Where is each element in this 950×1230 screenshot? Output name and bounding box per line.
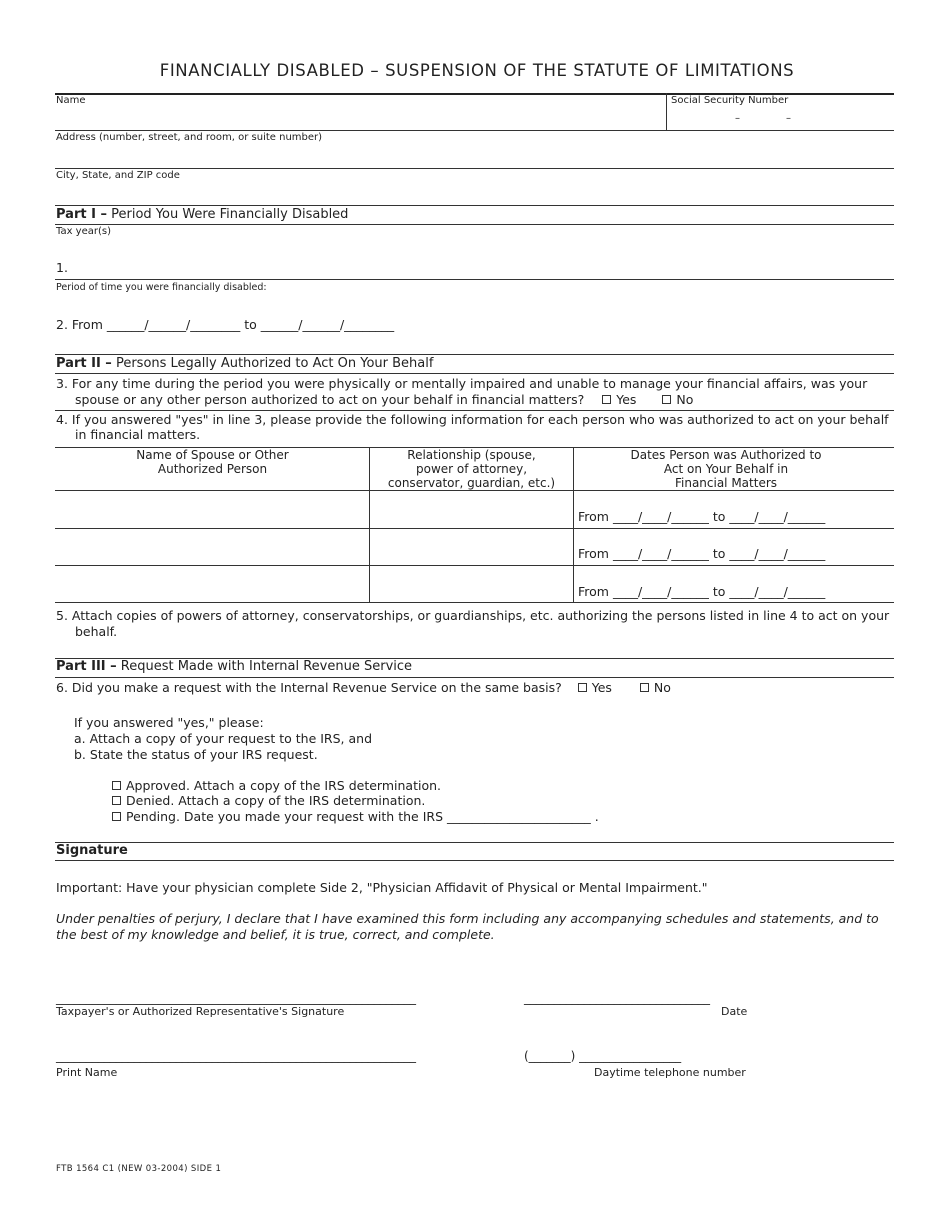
ssn-divider: [666, 93, 667, 130]
line5-text-cont: behalf.: [75, 624, 118, 639]
part3-heading: [56, 659, 412, 674]
table-header-name: [56, 448, 369, 476]
phone-label: Daytime telephone number: [594, 1066, 746, 1079]
part2-top-rule: [55, 354, 894, 355]
line6-question: [56, 680, 671, 696]
table-row-1-rule: [55, 528, 894, 529]
table-bottom-rule: [55, 602, 894, 603]
line6-yes-label: Yes: [591, 680, 612, 695]
line3-no-label: No: [676, 392, 694, 407]
part1-label: Part I –: [56, 207, 107, 222]
if-yes-text: If you answered "yes," please:: [74, 715, 264, 730]
line6-no-label: No: [653, 680, 671, 695]
ssn-label: Social Security Number: [671, 95, 789, 106]
denied-checkbox[interactable]: [112, 796, 121, 805]
col3-line1: Dates Person was Authorized to: [630, 448, 822, 462]
city-field-rule[interactable]: [55, 205, 894, 206]
part2-label: Part II –: [56, 356, 112, 371]
status-approved: [112, 778, 441, 794]
name-label: Name: [56, 95, 86, 106]
signature-line[interactable]: ____________________________________________________________: [56, 991, 416, 1005]
col3-line2: Act on Your Behalf in: [663, 462, 789, 476]
name-field-rule[interactable]: [55, 130, 894, 131]
signature-top-rule: [55, 842, 894, 843]
address-field-rule[interactable]: [55, 168, 894, 169]
part3-rule: [55, 677, 894, 678]
line6-no-checkbox[interactable]: [640, 683, 649, 692]
line3-rule: [55, 410, 894, 411]
signature-label: Taxpayer's or Authorized Representative's Signature: [56, 1005, 345, 1018]
line4-text: 4. If you answered "yes" in line 3, please provide the following information for each person who was authorized to act on your behalf: [56, 412, 889, 427]
status-denied: [112, 793, 425, 809]
col1-line1: Name of Spouse or Other: [136, 448, 289, 462]
line3-text-cont: spouse or any other person authorized to act on your behalf in financial matters?: [75, 392, 585, 407]
table-row-2-dates[interactable]: From ____/____/______ to ____/____/______: [578, 546, 826, 561]
part3-title: Request Made with Internal Revenue Service: [120, 659, 413, 674]
denied-label: Denied. Attach a copy of the IRS determination.: [126, 793, 426, 808]
line6-text: 6. Did you make a request with the Internal Revenue Service on the same basis?: [56, 680, 562, 695]
line6-yes-checkbox[interactable]: [578, 683, 587, 692]
table-row-1-dates[interactable]: From ____/____/______ to ____/____/______: [578, 509, 826, 524]
col2-line2: power of attorney,: [415, 462, 528, 476]
col1-line2: Authorized Person: [157, 462, 268, 476]
item-b-text: b. State the status of your IRS request.: [74, 747, 318, 762]
declaration-line2: the best of my knowledge and belief, it is true, correct, and complete.: [56, 927, 495, 942]
part2-title: Persons Legally Authorized to Act On Your Behalf: [115, 356, 434, 371]
table-header-rule: [55, 490, 894, 491]
line3-question: [75, 392, 693, 408]
ssn-separator-1: –: [735, 113, 740, 124]
part3-label: Part III –: [56, 659, 117, 674]
pending-checkbox[interactable]: [112, 812, 121, 821]
print-name-label: Print Name: [56, 1066, 118, 1079]
col2-line3: conservator, guardian, etc.): [387, 476, 556, 490]
approved-checkbox[interactable]: [112, 781, 121, 790]
line3-yes-label: Yes: [616, 392, 637, 407]
declaration-line1: Under penalties of perjury, I declare that I have examined this form including any accompanying schedules and statements, and to: [56, 911, 879, 926]
approved-label: Approved. Attach a copy of the IRS determination.: [126, 778, 441, 793]
table-row-3-dates[interactable]: From ____/____/______ to ____/____/______: [578, 584, 826, 599]
city-label: City, State, and ZIP code: [56, 170, 180, 181]
print-name-line[interactable]: ____________________________________________________________: [56, 1049, 416, 1063]
table-header-relationship: [370, 448, 573, 490]
line3-text: 3. For any time during the period you were physically or mentally impaired and unable to manage your financial affairs, was your: [56, 376, 868, 391]
col2-line1: Relationship (spouse,: [407, 448, 536, 462]
part1-title: Period You Were Financially Disabled: [111, 207, 349, 222]
date-line[interactable]: _______________________________: [524, 991, 710, 1005]
important-note: Important: Have your physician complete Side 2, "Physician Affidavit of Physical or Mental Impairment.": [56, 880, 708, 895]
signature-heading: Signature: [56, 843, 128, 858]
line1-number: 1.: [56, 260, 68, 275]
line4-text-cont: in financial matters.: [75, 427, 201, 442]
line3-no-checkbox[interactable]: [662, 395, 671, 404]
date-label: Date: [721, 1005, 748, 1018]
table-header-dates: [574, 448, 878, 490]
form-title: FINANCIALLY DISABLED – SUSPENSION OF THE STATUTE OF LIMITATIONS: [159, 61, 795, 80]
line3-yes-checkbox[interactable]: [602, 395, 611, 404]
part1-heading: [56, 207, 348, 222]
col3-line3: Financial Matters: [674, 476, 778, 490]
period-label: Period of time you were financially disabled:: [56, 282, 267, 293]
line2-period-dates[interactable]: 2. From ______/______/________ to ______/______/________: [56, 317, 395, 332]
tax-years-label: Tax year(s): [56, 226, 111, 237]
item-a-text: a. Attach a copy of your request to the IRS, and: [74, 731, 372, 746]
pending-label: Pending. Date you made your request with the IRS _______________________ .: [126, 809, 599, 824]
part1-rule: [55, 224, 894, 225]
tax-years-field-rule[interactable]: [55, 279, 894, 280]
signature-rule: [55, 860, 894, 861]
table-row-2-rule: [55, 565, 894, 566]
address-label: Address (number, street, and room, or suite number): [56, 132, 323, 143]
part2-heading: [56, 356, 433, 371]
phone-line[interactable]: (_______) _________________: [524, 1049, 682, 1063]
form-footer: FTB 1564 C1 (NEW 03-2004) SIDE 1: [56, 1164, 222, 1174]
status-pending: [112, 809, 599, 825]
ssn-separator-2: –: [786, 113, 791, 124]
part2-rule: [55, 373, 894, 374]
line5-text: 5. Attach copies of powers of attorney, conservatorships, or guardianships, etc. authorizing the persons listed in line 4 to act on your: [56, 608, 890, 623]
